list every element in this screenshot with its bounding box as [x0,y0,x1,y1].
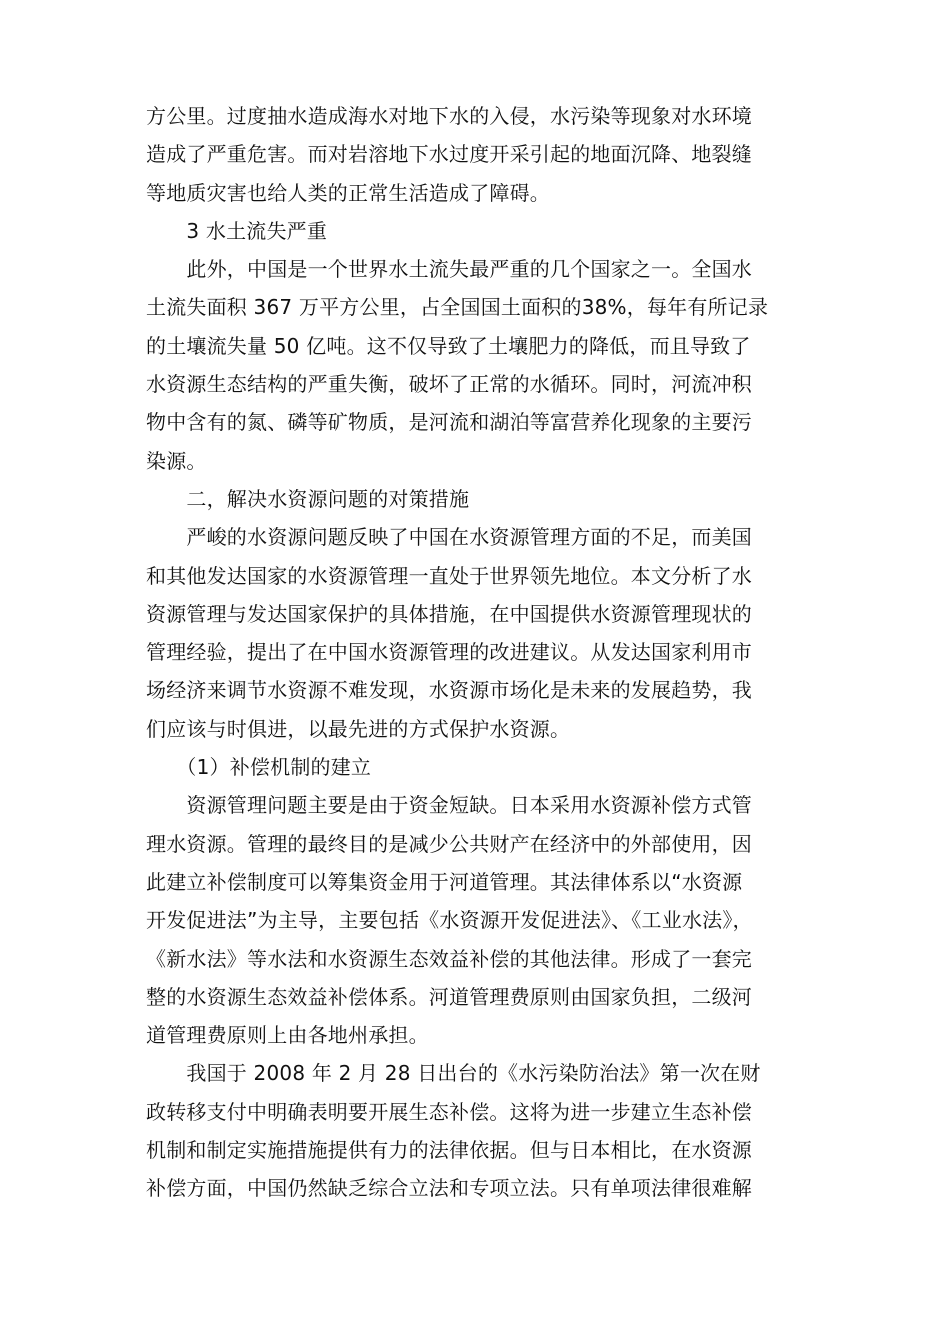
text-line: 物中含有的氮、磷等矿物质，是河流和湖泊等富营养化现象的主要污 [146,410,752,435]
text-line: 资源管理与发达国家保护的具体措施，在中国提供水资源管理现状的 [146,601,752,626]
section-heading: 3 水土流失严重 [146,218,328,243]
text-line: 们应该与时俱进，以最先进的方式保护水资源。 [146,716,571,741]
text-line: 场经济来调节水资源不难发现，水资源市场化是未来的发展趋势，我 [146,678,752,703]
text-line: 我国于 2008 年 2 月 28 日出台的《水污染防治法》第一次在财 [146,1061,761,1086]
text-line: 等地质灾害也给人类的正常生活造成了障碍。 [146,180,550,205]
text-line: 此建立补偿制度可以筹集资金用于河道管理。其法律体系以“水资源 [146,869,743,894]
text-line: 方公里。过度抽水造成海水对地下水的入侵，水污染等现象对水环境 [146,104,752,128]
text-line: 《新水法》等水法和水资源生态效益补偿的其他法律。形成了一套完 [146,946,752,971]
text-line: 造成了严重危害。而对岩溶地下水过度开采引起的地面沉降、地裂缝 [146,142,752,167]
text-line: 管理经验，提出了在中国水资源管理的改进建议。从发达国家利用市 [146,640,752,665]
section-heading: （1）补偿机制的建立 [146,755,372,780]
document-body [146,97,810,1208]
text-line: 开发促进法”为主导，主要包括《水资源开发促进法》、《工业水法》， [146,908,753,933]
text-line: 补偿方面，中国仍然缺乏综合立法和专项立法。只有单项法律很难解 [146,1176,752,1201]
text-line: 此外，中国是一个世界水土流失最严重的几个国家之一。全国水 [146,257,752,282]
section-heading: 二，解决水资源问题的对策措施 [146,486,470,511]
text-line: 整的水资源生态效益补偿体系。河道管理费原则由国家负担，二级河 [146,984,752,1009]
text-line: 土流失面积 367 万平方公里，占全国国土面积的38%，每年有所记录 [146,295,769,320]
text-line: 政转移支付中明确表明要开展生态补偿。这将为进一步建立生态补偿 [146,1099,752,1124]
text-line: 严峻的水资源问题反映了中国在水资源管理方面的不足，而美国 [146,525,752,550]
text-line: 资源管理问题主要是由于资金短缺。日本采用水资源补偿方式管 [146,793,752,818]
text-line: 理水资源。管理的最终目的是减少公共财产在经济中的外部使用，因 [146,831,752,856]
text-line: 水资源生态结构的严重失衡，破坏了正常的水循环。同时，河流冲积 [146,372,752,397]
text-line: 机制和制定实施措施提供有力的法律依据。但与日本相比，在水资源 [146,1138,752,1163]
text-line: 染源。 [146,448,207,473]
text-line: 道管理费原则上由各地州承担。 [146,1023,429,1048]
text-line: 的土壤流失量 50 亿吨。这不仅导致了土壤肥力的降低，而且导致了 [146,333,751,358]
text-line: 和其他发达国家的水资源管理一直处于世界领先地位。本文分析了水 [146,563,752,588]
